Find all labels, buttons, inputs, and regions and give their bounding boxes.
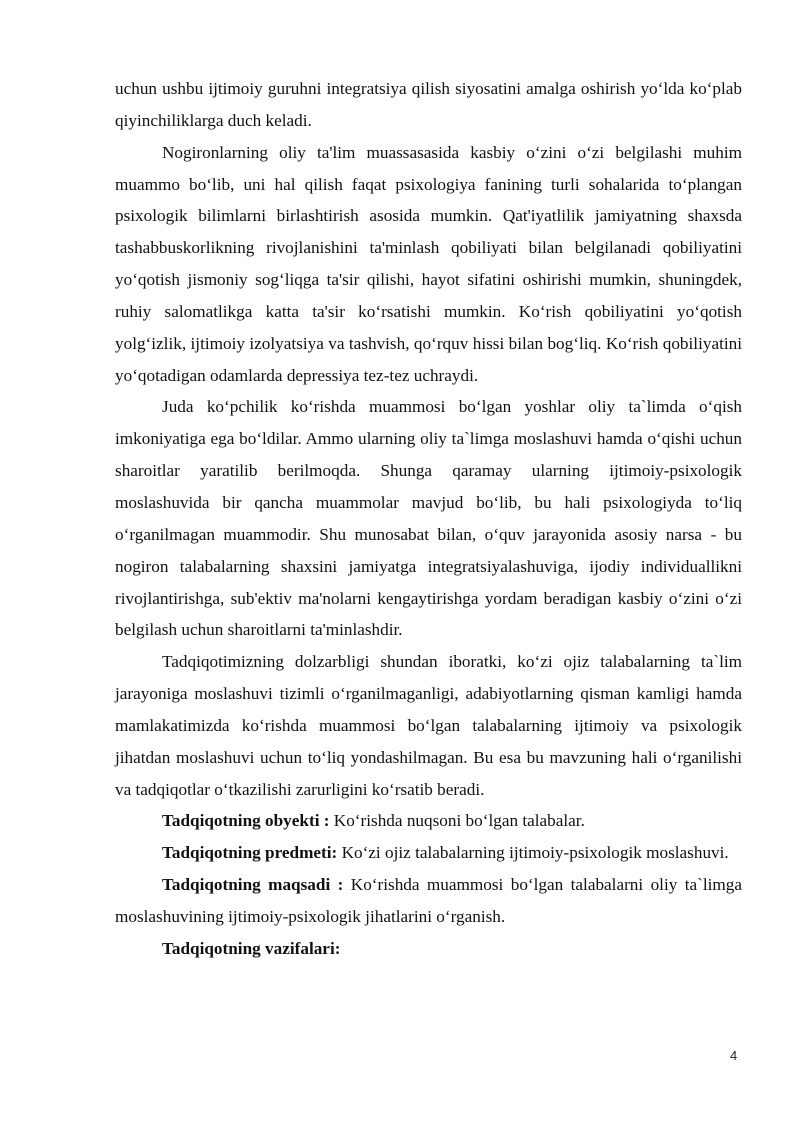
research-subject [115, 837, 742, 869]
paragraph-research-relevance: Tadqiqotimizning dolzarbligi shundan iboratki, ko‘zi ojiz talabalarning ta`lim jarayoniga moslashuvi tizimli o‘rganilmaganligi, adabiyotlarning qisman kamligi hamda mamlakatimizda ko‘rishda muammosi bo‘lgan talabalarning ijtimoiy va psixologik jihatdan moslashuvi uchun to‘liq yondashilmagan. Bu esa bu mavzuning hali o‘rganilishi va tadqiqotlar o‘tkazilishi zarurligini ko‘rsatib beradi. [115, 652, 742, 799]
paragraph-visually-impaired-youth: Juda ko‘pchilik ko‘rishda muammosi bo‘lgan yoshlar oliy ta`limda o‘qish imkoniyatiga ega bo‘ldilar. Ammo ularning oliy ta`limga moslashuvi hamda o‘qishi uchun sharoitlar yaratilib berilmoqda. Shunga qaramay ularning ijtimoiy-psixologik moslashuvida bir qancha muammolar mavjud bo‘lib, bu hali psixologiyda to‘liq o‘rganilmagan muammodir. Shu munosabat bilan, o‘quv jarayonida asosiy narsa - bu nogiron talabalarning shaxsini jamiyatga integratsiyalashuviga, ijodiy individuallikni rivojlantirishga, sub'ektiv ma'nolarni kengaytirishga yordam beradigan kasbiy o‘zini o‘zi belgilash uchun sharoitlarni ta'minlashdir. [115, 397, 742, 640]
research-goal [115, 869, 742, 933]
paragraph-continuation: uchun ushbu ijtimoiy guruhni integratsiya qilish siyosatini amalga oshirish yo‘lda ko‘plab qiyinchiliklarga duch keladi. [115, 79, 742, 130]
research-goal-label: Tadqiqotning maqsadi : [162, 875, 344, 895]
research-tasks [115, 933, 742, 965]
paragraph-professional-self-determination: Nogironlarning oliy ta'lim muassasasida kasbiy o‘zini o‘zi belgilashi muhim muammo bo‘lib, uni hal qilish faqat psixologiya fanining turli sohalarida to‘plangan psixologik bilimlarni birlashtirish asosida mumkin. Qat'iyatlilik jamiyatning shaxsda tashabbuskorlikning rivojlanishini ta'minlash qobiliyati bilan belgilanadi qobiliyatini yo‘qotish jismoniy sog‘liqga ta'sir qilishi, hayot sifatini oshirishi mumkin, shuningdek, ruhiy salomatlikga katta ta'sir ko‘rsatishi mumkin. Ko‘rish qobiliyatini yo‘qotish yolg‘izlik, ijtimoiy izolyatsiya va tashvish, qo‘rquv hissi bilan bog‘liq. Ko‘rish qobiliyatini yo‘qotadigan odamlarda depressiya tez-tez uchraydi. [115, 142, 742, 385]
research-object-text: Ko‘rishda nuqsoni bo‘lgan talabalar. [329, 811, 585, 831]
research-object-label: Tadqiqotning obyekti : [162, 811, 330, 831]
research-object [115, 805, 742, 837]
research-subject-text: Ko‘zi ojiz talabalarning ijtimoiy-psixologik moslashuvi. [337, 843, 729, 863]
research-subject-label: Tadqiqotning predmeti: [162, 843, 338, 863]
document-page [115, 73, 742, 965]
page-number: 4 [730, 1048, 738, 1063]
research-tasks-label: Tadqiqotning vazifalari: [162, 938, 341, 958]
research-goal-text: Ko‘rishda muammosi bo‘lgan talabalarni oliy ta`limga moslashuvining ijtimoiy-psixologik jihatlarini o‘rganish. [115, 875, 742, 926]
